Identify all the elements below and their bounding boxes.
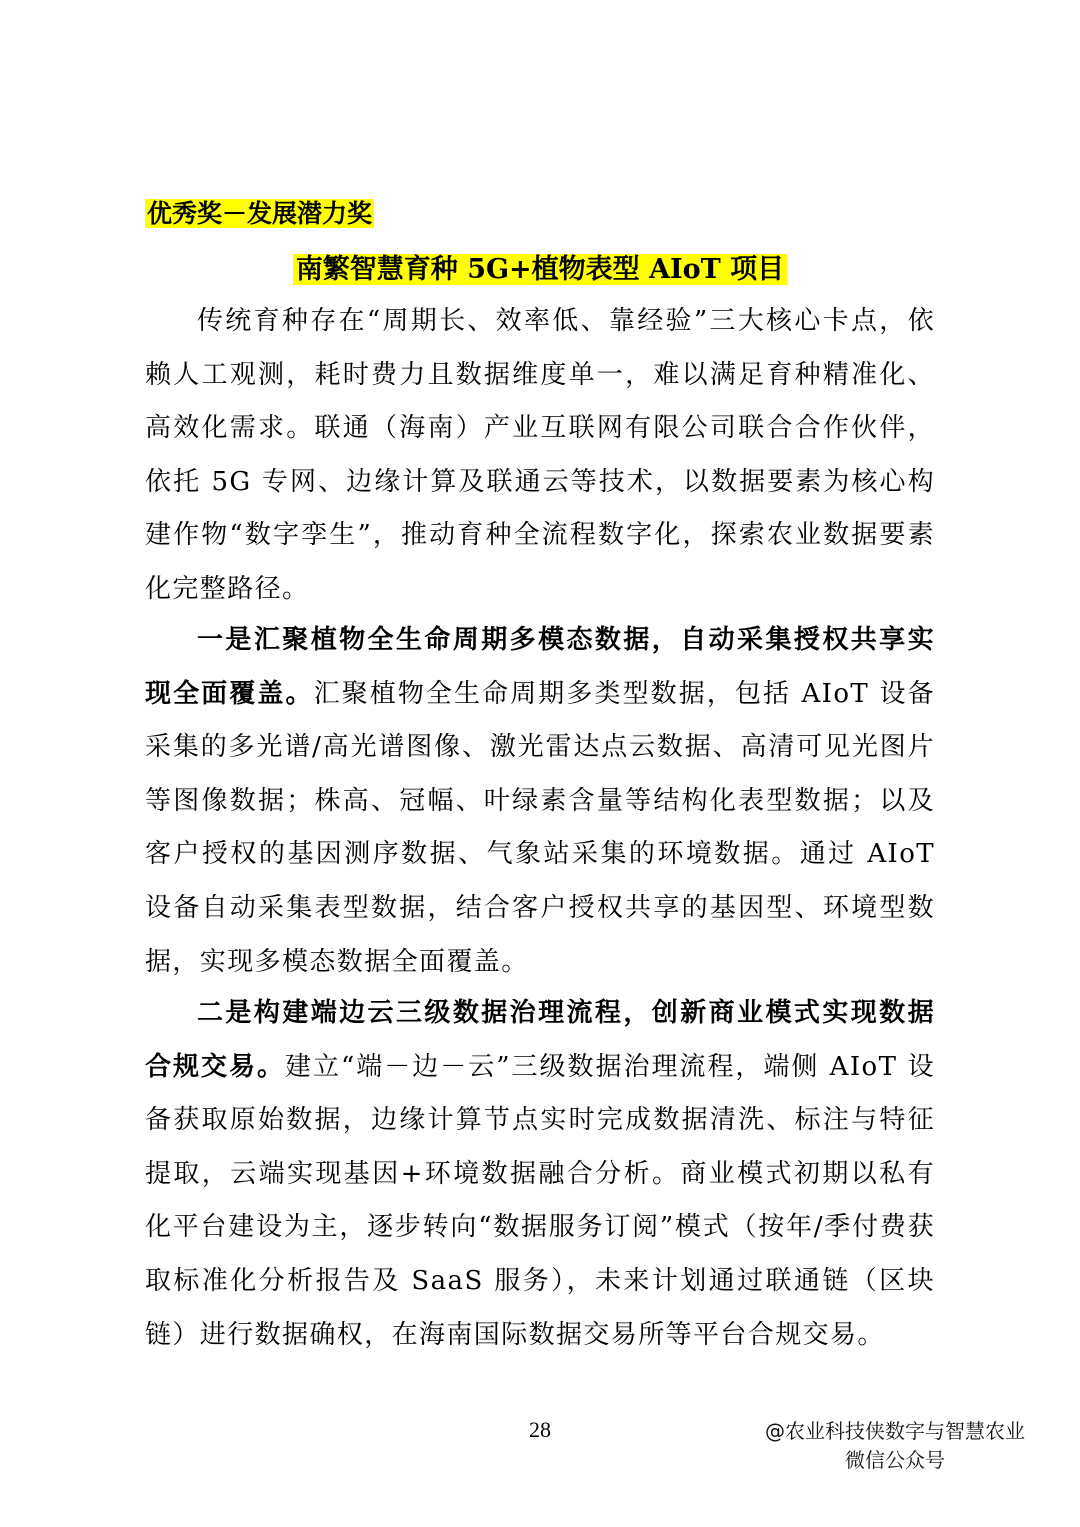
project-title-text: 南繁智慧育种 5G+植物表型 AIoT 项目 xyxy=(293,254,787,285)
award-label xyxy=(145,196,374,232)
section-2-paragraph xyxy=(145,987,935,1362)
project-title xyxy=(145,250,935,290)
section-1-heading: 一是汇聚植物全生命周期多模态数据，自动采集授权共享实现全面覆盖。 xyxy=(145,625,935,709)
section-2-body: 建立“端－边－云”三级数据治理流程，端侧 AIoT 设备获取原始数据，边缘计算节点实时完成数据清洗、标注与特征提取，云端实现基因+环境数据融合分析。商业模式初期以私有化平台建设为主，逐步转向“数据服务订阅”模式（按年/季付费获取标准化分析报告及 SaaS 服务），未来计划通过联通链（区块链）进行数据确权，在海南国际数据交易所等平台合规交易。 xyxy=(145,1051,935,1350)
award-label-text: 优秀奖－发展潜力奖 xyxy=(147,199,373,228)
intro-paragraph: 传统育种存在“周期长、效率低、靠经验”三大核心卡点，依赖人工观测，耗时费力且数据维度单一，难以满足育种精准化、高效化需求。联通（海南）产业互联网有限公司联合合作伙伴，依托 5G 专网、边缘计算及联通云等技术，以数据要素为核心构建作物“数字孪生”，推动育种全流程数字化，探索农业数据要素化完整路径。 xyxy=(145,306,935,604)
section-1-body: 汇聚植物全生命周期多类型数据，包括 AIoT 设备采集的多光谱/高光谱图像、激光雷达点云数据、高清可见光图片等图像数据；株高、冠幅、叶绿素含量等结构化表型数据；以及客户授权的基因测序数据、气象站采集的环境数据。通过 AIoT 设备自动采集表型数据，结合客户授权共享的基因型、环境型数据，实现多模态数据全面覆盖。 xyxy=(145,678,935,977)
section-1-paragraph xyxy=(145,614,935,989)
watermark xyxy=(745,1417,1045,1475)
watermark-line-2: 微信公众号 xyxy=(845,1448,945,1472)
section-2-heading: 二是构建端边云三级数据治理流程，创新商业模式实现数据合规交易。 xyxy=(145,998,935,1082)
watermark-line-1: @农业科技侠数字与智慧农业 xyxy=(765,1419,1025,1443)
page-number: 28 xyxy=(529,1417,551,1442)
